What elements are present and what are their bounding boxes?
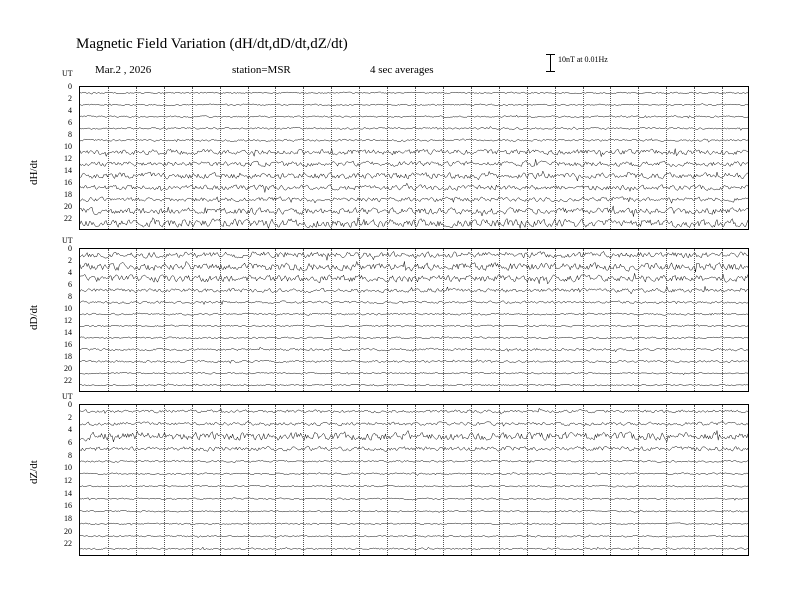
hour-tick-label: 22 <box>64 539 72 549</box>
gridline <box>192 405 193 555</box>
gridline <box>583 405 584 555</box>
hour-tick-label: 22 <box>64 214 72 223</box>
gridline <box>359 249 360 391</box>
trace-line <box>80 313 748 316</box>
gridline <box>108 405 109 555</box>
hour-tick-label: 14 <box>64 328 72 337</box>
gridline <box>666 249 667 391</box>
trace-line <box>80 251 748 260</box>
gridline <box>192 87 193 229</box>
hour-tick-label: 0 <box>68 82 72 91</box>
hour-tick-label: 6 <box>68 118 72 127</box>
trace-line <box>80 347 748 352</box>
gridline <box>220 249 221 391</box>
gridline <box>555 87 556 229</box>
gridline <box>610 87 611 229</box>
hour-tick-label: 22 <box>64 376 72 385</box>
trace-line <box>80 431 748 442</box>
gridline <box>499 87 500 229</box>
hour-tick-label: 12 <box>64 154 72 163</box>
gridline <box>108 87 109 229</box>
trace-line <box>80 360 748 364</box>
gridline <box>555 405 556 555</box>
gridline <box>499 249 500 391</box>
gridline <box>415 249 416 391</box>
hour-tick-label: 18 <box>64 514 72 523</box>
gridline <box>443 87 444 229</box>
trace-line <box>80 92 748 94</box>
axis-label-dzdt: dZ/dt <box>28 460 40 484</box>
gridline <box>387 87 388 229</box>
trace-line <box>80 510 748 513</box>
trace-line <box>80 300 748 304</box>
hour-tick-label: 4 <box>68 106 72 115</box>
averaging-label: 4 sec averages <box>370 64 434 76</box>
gridline <box>694 405 695 555</box>
gridline <box>220 87 221 229</box>
trace-line <box>80 535 748 538</box>
traces-dddt <box>80 249 748 391</box>
ut-label-panel2: UT <box>62 236 73 245</box>
gridline <box>527 405 528 555</box>
trace-line <box>80 197 748 203</box>
ut-label-panel3: UT <box>62 392 73 401</box>
gridline <box>331 87 332 229</box>
gridline <box>694 249 695 391</box>
hour-tick-label: 8 <box>68 292 72 301</box>
gridline <box>136 405 137 555</box>
hour-tick-label: 0 <box>68 244 72 253</box>
gridline <box>220 405 221 555</box>
hour-tick-label: 18 <box>64 190 72 199</box>
gridline <box>164 405 165 555</box>
gridline <box>136 87 137 229</box>
gridline <box>722 87 723 229</box>
trace-line <box>80 261 748 272</box>
gridline <box>359 405 360 555</box>
gridline <box>471 249 472 391</box>
gridline <box>303 405 304 555</box>
traces-dzdt <box>80 405 748 555</box>
hour-tick-label: 4 <box>68 268 72 277</box>
trace-line <box>80 408 748 414</box>
hour-tick-label: 8 <box>68 130 72 139</box>
trace-line <box>80 547 748 550</box>
hour-tick-label: 20 <box>64 202 72 211</box>
trace-line <box>80 183 748 192</box>
hour-tick-label: 14 <box>64 488 72 498</box>
gridline <box>666 87 667 229</box>
hour-tick-label: 14 <box>64 166 72 175</box>
hour-tick-label: 2 <box>68 94 72 103</box>
hour-tick-label: 6 <box>68 438 72 447</box>
hour-tick-label: 20 <box>64 526 72 536</box>
trace-line <box>80 171 748 181</box>
trace-line <box>80 472 748 475</box>
gridline <box>275 249 276 391</box>
gridline <box>331 405 332 555</box>
hour-tick-label: 10 <box>64 304 72 313</box>
gridline <box>471 405 472 555</box>
hour-tick-label: 20 <box>64 364 72 373</box>
trace-line <box>80 497 748 500</box>
gridline <box>722 249 723 391</box>
gridline <box>331 249 332 391</box>
gridline <box>303 87 304 229</box>
trace-line <box>80 485 748 487</box>
gridline <box>192 249 193 391</box>
gridline <box>359 87 360 229</box>
panel-dzdt <box>79 404 749 556</box>
gridline <box>248 405 249 555</box>
gridline <box>164 87 165 229</box>
gridline <box>583 249 584 391</box>
trace-line <box>80 149 748 157</box>
axis-label-dddt: dD/dt <box>28 304 40 330</box>
panel-dhdt <box>79 86 749 230</box>
trace-line <box>80 273 748 284</box>
ut-label-panel1: UT <box>62 69 73 78</box>
trace-line <box>80 104 748 106</box>
hour-tick-label: 4 <box>68 425 72 435</box>
hour-tick-label: 16 <box>64 501 72 511</box>
gridline <box>527 87 528 229</box>
gridline <box>666 405 667 555</box>
trace-line <box>80 421 748 426</box>
trace-line <box>80 126 748 130</box>
scale-bar-line <box>550 54 551 72</box>
trace-line <box>80 336 748 339</box>
gridline <box>275 87 276 229</box>
hour-tick-label: 12 <box>64 316 72 325</box>
hour-tick-label: 8 <box>68 450 72 460</box>
hour-tick-label: 0 <box>68 400 72 409</box>
panel-dddt <box>79 248 749 392</box>
hour-tick-label: 16 <box>64 340 72 349</box>
gridline <box>610 405 611 555</box>
gridline <box>499 405 500 555</box>
gridline <box>108 249 109 391</box>
gridline <box>248 87 249 229</box>
traces-dhdt <box>80 87 748 229</box>
trace-line <box>80 286 748 293</box>
trace-line <box>80 446 748 451</box>
hour-tick-label: 10 <box>64 142 72 151</box>
axis-label-dhdt: dH/dt <box>28 159 40 185</box>
gridline <box>415 405 416 555</box>
trace-line <box>80 159 748 167</box>
gridline <box>136 249 137 391</box>
gridline <box>555 249 556 391</box>
gridline <box>275 405 276 555</box>
gridline <box>164 249 165 391</box>
gridline <box>248 249 249 391</box>
gridline <box>443 249 444 391</box>
gridline <box>610 249 611 391</box>
page-title: Magnetic Field Variation (dH/dt,dD/dt,dZ/dt) <box>76 36 348 52</box>
gridline <box>638 405 639 555</box>
observation-date: Mar.2 , 2026 <box>95 64 152 76</box>
gridline <box>722 405 723 555</box>
scale-bar-label: 10nT at 0.01Hz <box>558 55 608 64</box>
hour-tick-label: 18 <box>64 352 72 361</box>
trace-line <box>80 523 748 525</box>
gridline <box>387 249 388 391</box>
gridline <box>638 87 639 229</box>
trace-line <box>80 372 748 375</box>
gridline <box>694 87 695 229</box>
hour-tick-label: 2 <box>68 412 72 422</box>
gridline <box>387 405 388 555</box>
trace-line <box>80 139 748 143</box>
gridline <box>638 249 639 391</box>
gridline <box>583 87 584 229</box>
gridline <box>471 87 472 229</box>
trace-line <box>80 115 748 118</box>
trace-line <box>80 384 748 386</box>
trace-line <box>80 325 748 327</box>
hour-tick-label: 2 <box>68 256 72 265</box>
gridline <box>303 249 304 391</box>
gridline <box>527 249 528 391</box>
scale-bar <box>545 52 635 74</box>
station-label: station=MSR <box>232 64 291 76</box>
gridline <box>415 87 416 229</box>
gridline <box>443 405 444 555</box>
hour-tick-label: 10 <box>64 463 72 473</box>
trace-line <box>80 218 748 229</box>
hour-tick-label: 12 <box>64 476 72 485</box>
hour-tick-label: 16 <box>64 178 72 187</box>
hour-tick-label: 6 <box>68 280 72 289</box>
scale-bar-bottom-cap <box>546 71 555 72</box>
trace-line <box>80 460 748 463</box>
trace-line <box>80 206 748 217</box>
